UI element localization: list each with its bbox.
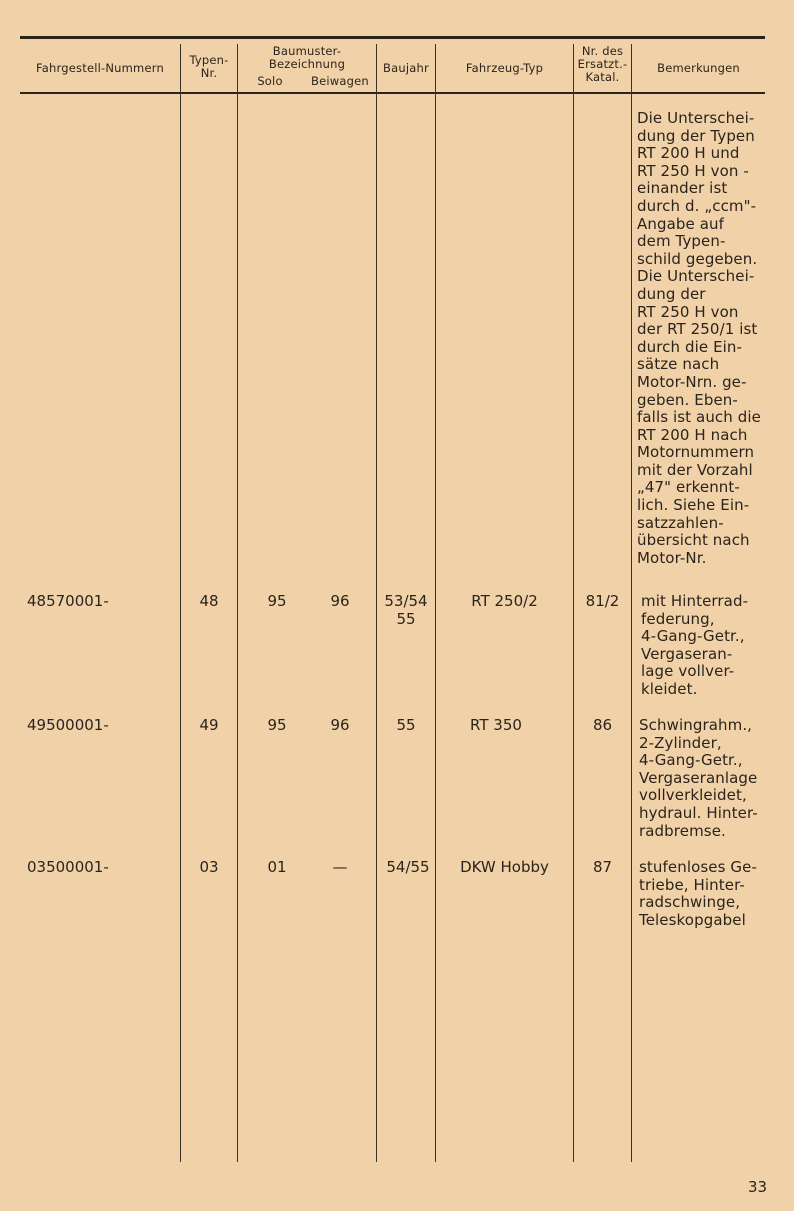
cell-vehicle-type: RT 250/2 xyxy=(471,592,538,610)
cell-year: 55 xyxy=(396,716,416,734)
cell-vehicle-type: DKW Hobby xyxy=(460,858,549,876)
table-top-rule xyxy=(20,36,765,39)
cell-remarks: stufenloses Ge- triebe, Hinter- radschwinge, Teleskopgabel xyxy=(639,858,757,929)
cell-sidecar: 96 xyxy=(330,716,350,734)
column-divider xyxy=(237,44,238,1162)
page-number: 33 xyxy=(748,1178,768,1196)
cell-chassis: 48570001- xyxy=(27,592,109,610)
cell-type-number: 03 xyxy=(199,858,219,876)
cell-sidecar: — xyxy=(332,858,348,876)
cell-solo: 95 xyxy=(267,592,287,610)
remark-intro: Die Unterschei- dung der Typen RT 200 H und RT 250 H von - einander ist durch d. „ccm"- Angabe auf dem Typen- schild gegeben. Die Unterschei- dung der RT 250 H von der RT 250/1 ist durch die Ein- sätze nach Motor-Nrn. ge- geben. Eben- falls ist auch die RT 200 H nach Motornummern mit der Vorzahl „47" erkennt- lich. Siehe Ein- satzzahlen- übersicht nach Motor-Nr. xyxy=(637,109,761,567)
header-solo: Solo xyxy=(257,74,283,88)
cell-chassis: 49500001- xyxy=(27,716,109,734)
cell-vehicle-type: RT 350 xyxy=(470,716,522,734)
table-header-rule xyxy=(20,92,765,94)
cell-catalog: 81/2 xyxy=(585,592,620,610)
cell-remarks: mit Hinterrad- federung, 4-Gang-Getr., Vergaseran- lage vollver- kleidet. xyxy=(641,592,749,698)
cell-year: 53/54 55 xyxy=(384,592,428,628)
header-spare-catalog: Nr. des Ersatzt.- Katal. xyxy=(577,44,628,84)
header-remarks: Bemerkungen xyxy=(657,61,740,75)
header-type-number: Typen- Nr. xyxy=(189,53,229,80)
cell-solo: 95 xyxy=(267,716,287,734)
cell-remarks: Schwingrahm., 2-Zylinder, 4-Gang-Getr., Vergaseranlage vollverkleidet, hydraul. Hinter- radbremse. xyxy=(639,716,758,840)
cell-sidecar: 96 xyxy=(330,592,350,610)
column-divider xyxy=(631,44,632,1162)
cell-type-number: 48 xyxy=(199,592,219,610)
cell-solo: 01 xyxy=(267,858,287,876)
header-vehicle-type: Fahrzeug-Typ xyxy=(465,61,544,75)
header-year: Baujahr xyxy=(383,61,429,75)
cell-catalog: 86 xyxy=(592,716,613,734)
cell-chassis: 03500001- xyxy=(27,858,109,876)
cell-type-number: 49 xyxy=(199,716,219,734)
header-sidecar: Beiwagen xyxy=(311,74,369,88)
header-model-designation: Baumuster- Bezeichnung xyxy=(268,44,346,71)
cell-year: 54/55 xyxy=(386,858,430,876)
cell-catalog: 87 xyxy=(592,858,613,876)
header-chassis-numbers: Fahrgestell-Nummern xyxy=(36,61,164,75)
